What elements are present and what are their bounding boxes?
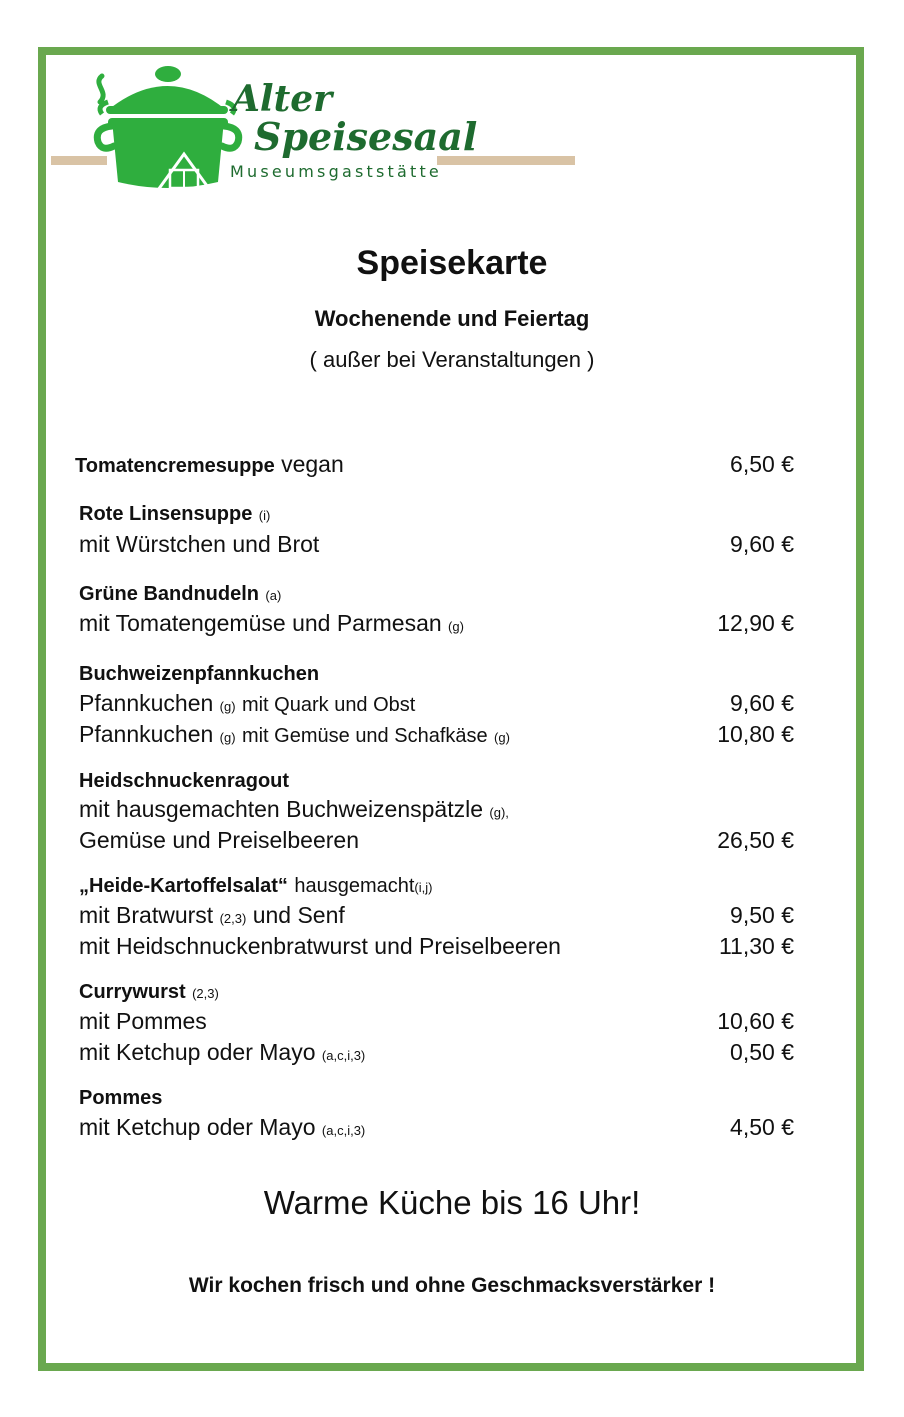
item-desc-text: mit hausgemachten Buchweizenspätzle xyxy=(79,796,484,822)
item-name: Heidschnuckenragout xyxy=(79,770,290,792)
option-detail: mit Quark und Obst xyxy=(241,694,416,716)
item-option xyxy=(79,690,415,717)
item-allergens: (2,3) xyxy=(192,986,219,1001)
item-allergens: (i,j) xyxy=(414,880,433,895)
option-detail: mit Gemüse und Schafkäse xyxy=(241,725,488,747)
item-allergens: (g), xyxy=(489,805,509,820)
price-noodles: 12,90 € xyxy=(717,610,794,636)
price-buckwheat-2: 10,80 € xyxy=(717,721,794,747)
price-potato-1: 9,50 € xyxy=(730,902,794,928)
page-note: ( außer bei Veranstaltungen ) xyxy=(309,347,595,372)
item-allergens: (g) xyxy=(448,619,464,634)
option-allergens: (g) xyxy=(494,730,510,745)
item-option xyxy=(79,902,345,929)
price-fries: 4,50 € xyxy=(730,1114,794,1140)
item-allergens: (i) xyxy=(258,508,271,523)
item-description xyxy=(79,796,509,823)
option-text: Pfannkuchen xyxy=(79,690,214,716)
item-name: Rote Linsensuppe xyxy=(79,503,253,525)
item-name: Currywurst xyxy=(79,981,186,1003)
menu-item-buckwheat xyxy=(79,659,319,686)
price-tomato: 6,50 € xyxy=(730,451,794,477)
price-lentil: 9,60 € xyxy=(730,531,794,557)
option-allergens: (a,c,i,3) xyxy=(321,1123,366,1138)
price-currywurst-1: 10,60 € xyxy=(717,1008,794,1034)
item-option xyxy=(79,1114,365,1141)
menu-item-currywurst xyxy=(79,977,219,1004)
item-option: mit Heidschnuckenbratwurst und Preiselbeeren xyxy=(79,933,561,959)
menu-item-noodles xyxy=(79,579,281,606)
option-text: mit Ketchup oder Mayo xyxy=(79,1039,316,1065)
item-name: Buchweizenpfannkuchen xyxy=(79,663,320,685)
option-allergens: (g) xyxy=(219,730,236,745)
price-potato-2: 11,30 € xyxy=(718,933,794,959)
menu-item-tomato xyxy=(75,451,344,478)
menu-item-potato-salad xyxy=(79,871,432,898)
kitchen-hours: Warme Küche bis 16 Uhr! xyxy=(263,1184,641,1221)
option-detail: und Senf xyxy=(252,902,345,928)
item-desc-text: mit Tomatengemüse und Parmesan xyxy=(79,610,442,636)
option-text: mit Ketchup oder Mayo xyxy=(79,1114,316,1140)
option-text: Pfannkuchen xyxy=(79,721,214,747)
price-buckwheat-1: 9,60 € xyxy=(730,690,794,716)
item-allergens: (a) xyxy=(265,588,282,603)
item-option xyxy=(79,1039,365,1066)
item-description xyxy=(79,610,464,637)
price-ragout: 26,50 € xyxy=(717,827,794,853)
item-option: mit Pommes xyxy=(79,1008,207,1034)
option-allergens: (2,3) xyxy=(219,911,247,926)
item-description: mit Würstchen und Brot xyxy=(79,531,320,557)
item-name: Tomatencremesuppe xyxy=(75,455,275,477)
fresh-cooking-note: Wir kochen frisch und ohne Geschmacksverstärker ! xyxy=(188,1274,716,1297)
price-currywurst-2: 0,50 € xyxy=(730,1039,794,1065)
brand-name-line1: Alter xyxy=(232,78,333,120)
menu-item-fries xyxy=(79,1083,162,1110)
item-name: Pommes xyxy=(79,1087,163,1109)
item-option xyxy=(79,721,510,748)
item-suffix: hausgemacht xyxy=(294,875,415,897)
item-name: „Heide-Kartoffelsalat“ xyxy=(79,875,288,897)
item-tag: vegan xyxy=(281,451,344,477)
menu-item-lentil xyxy=(79,499,270,526)
option-text: mit Bratwurst xyxy=(79,902,214,928)
item-name: Grüne Bandnudeln xyxy=(79,583,259,605)
brand-name-line2: Speisesaal xyxy=(254,114,478,159)
brand-tagline: Museumsgaststätte xyxy=(230,162,442,181)
option-allergens: (g) xyxy=(219,699,236,714)
item-description: Gemüse und Preiselbeeren xyxy=(79,827,359,853)
menu-item-ragout xyxy=(79,766,289,793)
page-title: Speisekarte xyxy=(356,244,548,282)
page-subtitle: Wochenende und Feiertag xyxy=(314,306,590,331)
option-allergens: (a,c,i,3) xyxy=(321,1048,366,1063)
